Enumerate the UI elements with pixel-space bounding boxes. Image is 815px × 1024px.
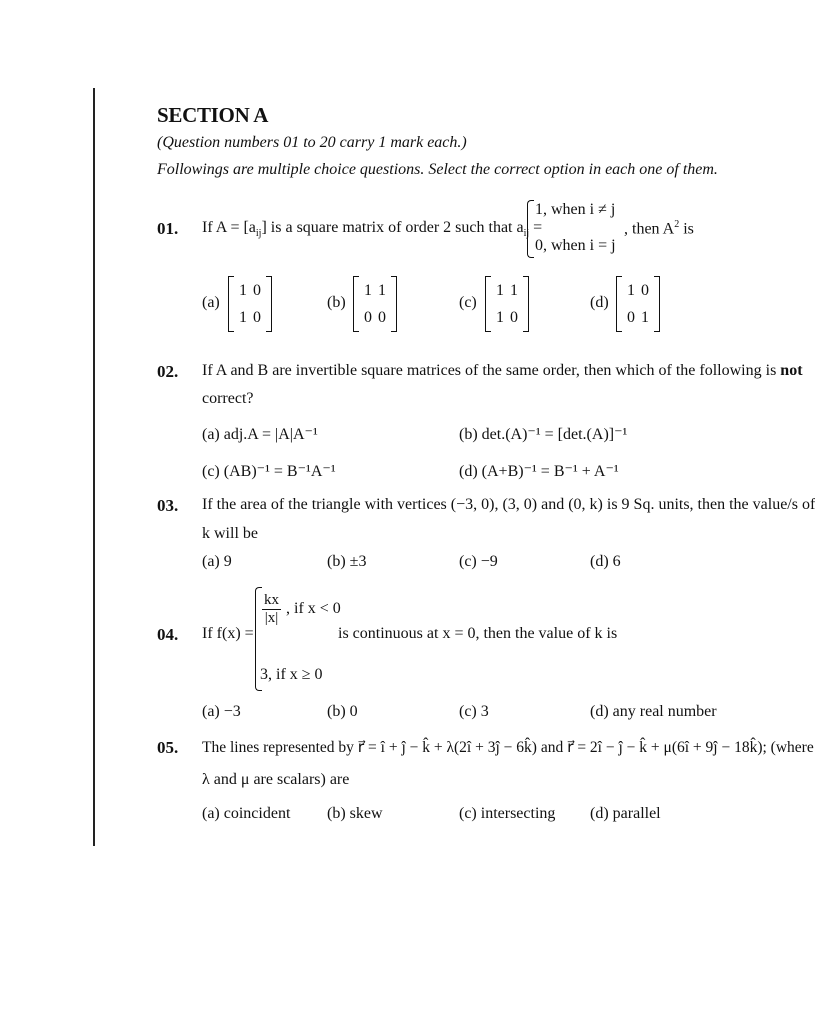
matrix-bracket-right	[523, 276, 529, 332]
matrix-entry: 1	[510, 282, 518, 299]
q2-line-1: If A and B are invertible square matrices of the same order, then which of the following is not	[202, 362, 803, 379]
q4-case-1: , if x < 0	[286, 600, 341, 617]
q4-lhs: If f(x) =	[202, 625, 254, 642]
q3-number: 03.	[157, 496, 179, 515]
q4-fraction-numerator: kx	[264, 592, 279, 608]
matrix-entry: 1	[378, 282, 386, 299]
q5-option-c: (c) intersecting	[459, 805, 556, 822]
q1-tail: , then $A^2$ is	[624, 219, 694, 238]
margin-rule	[93, 88, 95, 846]
matrix-entries	[491, 277, 523, 331]
matrix-entry: 1	[239, 282, 247, 299]
matrix-entry: 0	[253, 309, 261, 326]
q2-number: 02.	[157, 362, 179, 381]
q3-option-d: (d) 6	[590, 553, 621, 570]
matrix-entry: 0	[378, 309, 386, 326]
q5-line-1: The lines represented by r⃗ = î + ĵ − k̂ + λ(2î + 3ĵ − 6k̂) and r⃗ = 2î − ĵ − k̂ + μ(6î + 9ĵ − 18k̂); (where	[202, 739, 814, 756]
matrix-entry: 0	[510, 309, 518, 326]
q4-number: 04.	[157, 625, 179, 644]
matrix-entry: 1	[364, 282, 372, 299]
matrix-entries	[234, 277, 266, 331]
q5-number: 05.	[157, 738, 179, 757]
q4-case-2: 3, if x ≥ 0	[260, 666, 323, 683]
q5-line-2: λ and μ are scalars) are	[202, 771, 350, 788]
q1-option-a-matrix	[228, 276, 272, 332]
matrix-entries	[359, 277, 391, 331]
q3-option-a: (a) 9	[202, 553, 232, 570]
q1-option-d-label: (d)	[590, 294, 609, 311]
q1-stem: If $A = [a_{ij}]$ is a square matrix of order 2 such that $a_{ij}$ =	[202, 219, 543, 240]
section-title: SECTION A	[157, 103, 269, 127]
q4-fraction	[262, 592, 281, 627]
matrix-entry: 0	[364, 309, 372, 326]
matrix-bracket-right	[391, 276, 397, 332]
q5-option-d: (d) parallel	[590, 805, 661, 822]
q5-option-a: (a) coincident	[202, 805, 291, 822]
q4-fraction-denominator: |x|	[264, 610, 279, 626]
matrix-entry: 1	[496, 309, 504, 326]
q4-option-b: (b) 0	[327, 703, 358, 720]
matrix-entry: 1	[496, 282, 504, 299]
q1-option-c-label: (c)	[459, 294, 477, 311]
q3-line-2: k will be	[202, 525, 258, 542]
matrix-bracket-right	[266, 276, 272, 332]
q1-case-1: 1, when i ≠ j	[535, 201, 616, 218]
q3-option-b: (b) ±3	[327, 553, 367, 570]
q1-option-a-label: (a)	[202, 294, 220, 311]
q1-option-c-matrix	[485, 276, 529, 332]
q4-option-d: (d) any real number	[590, 703, 717, 720]
q5-option-b: (b) skew	[327, 805, 383, 822]
matrix-entry: 1	[641, 309, 649, 326]
matrix-entry: 0	[627, 309, 635, 326]
q1-option-d-matrix	[616, 276, 660, 332]
q1-number: 01.	[157, 219, 179, 238]
q2-option-c: (c) (AB)⁻¹ = B⁻¹A⁻¹	[202, 463, 336, 480]
q4-option-a: (a) −3	[202, 703, 241, 720]
q3-line-1: If the area of the triangle with vertices (−3, 0), (3, 0) and (0, k) is 9 Sq. units, then the value/s of	[202, 496, 815, 513]
q4-option-c: (c) 3	[459, 703, 489, 720]
marks-note: (Question numbers 01 to 20 carry 1 mark each.)	[157, 134, 467, 151]
q1-case-2: 0, when i = j	[535, 237, 616, 254]
matrix-entry: 1	[627, 282, 635, 299]
q2-option-d: (d) (A+B)⁻¹ = B⁻¹ + A⁻¹	[459, 463, 619, 480]
matrix-entry: 1	[239, 309, 247, 326]
q2-option-b: (b) det.(A)⁻¹ = [det.(A)]⁻¹	[459, 426, 628, 443]
matrix-entries	[622, 277, 654, 331]
q1-option-b-matrix	[353, 276, 397, 332]
matrix-entry: 0	[641, 282, 649, 299]
q3-option-c: (c) −9	[459, 553, 498, 570]
q2-option-a: (a) adj.A = |A|A⁻¹	[202, 426, 318, 443]
q1-brace	[527, 200, 534, 258]
q4-tail: is continuous at x = 0, then the value of k is	[338, 625, 618, 642]
q2-line-2: correct?	[202, 390, 254, 407]
instruction-text: Followings are multiple choice questions. Select the correct option in each one of them.	[157, 161, 718, 178]
q1-option-b-label: (b)	[327, 294, 346, 311]
matrix-entry: 0	[253, 282, 261, 299]
matrix-bracket-right	[654, 276, 660, 332]
